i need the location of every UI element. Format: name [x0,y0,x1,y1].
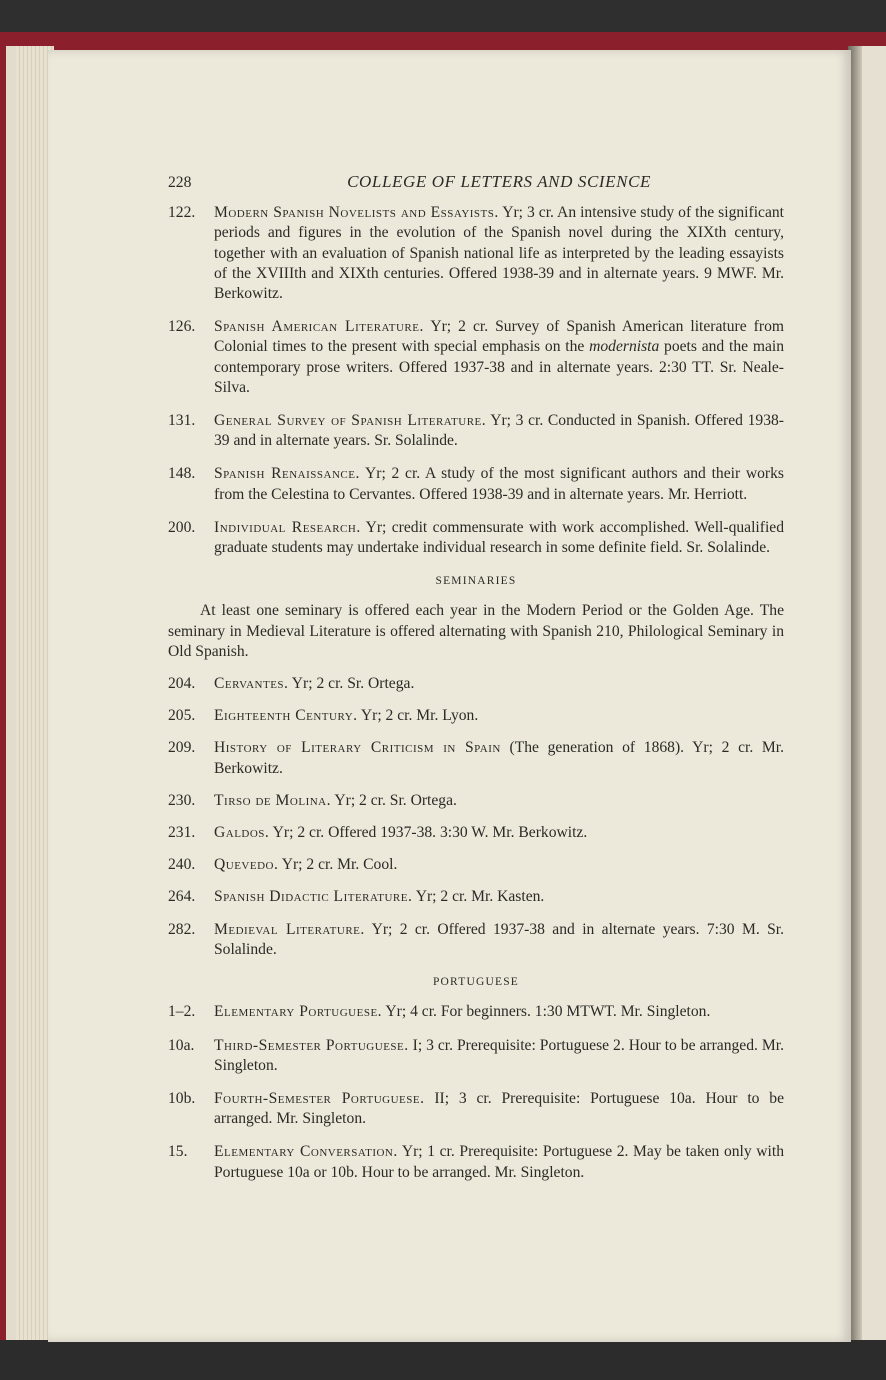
course-body [214,1036,784,1076]
course-number: 230. [168,791,196,809]
course-body [214,317,784,398]
course-title: Spanish American Literature. [214,318,424,336]
course-description: Yr; 3 cr. Conducted in Spanish. Offered 1938-39 and in alternate years. Sr. Solalinde. [214,412,784,450]
course-description: Yr; 1 cr. Prerequisite: Portuguese 2. May be taken only with Portuguese 10a or 10b. Hour to be arranged. Mr. Singleton. [214,1143,785,1181]
course-body [214,1002,784,1022]
course-body [214,464,784,504]
course-description: Yr; 2 cr. Survey of Spanish American literature from Colonial times to the present with special emphasis on the [214,318,784,356]
course-title: Galdos. [214,824,270,842]
course-body [214,1089,784,1129]
course-description: Yr; 3 cr. An intensive study of the significant periods and figures in the evolution of the Spanish novel during the XIXth century, together with an evaluation of Spanish national life as interpreted by the leading essayists of the XVIIIth and XIXth centuries. Offered 1938-39 and in alternate years. 9 MWF. Mr. Berkowitz. [214,204,785,303]
course-description: Yr; 2 cr. Mr. Cool. [281,856,398,874]
course-number: 240. [168,856,196,874]
course-number: 200. [168,518,196,536]
course-description: Yr; 2 cr. Offered 1937-38 and in alternate years. 7:30 M. Sr. Solalinde. [214,920,785,958]
course-description-cont: poets and the main contemporary prose writers. Offered 1937-38 and in alternate years. 2:30 TT. Sr. Neale-Silva. [214,338,784,396]
course-description: I; 3 cr. Prerequisite: Portuguese 2. Hour to be arranged. Mr. Singleton. [214,1036,784,1074]
course-body [214,411,784,451]
course-number: 148. [168,465,196,483]
course-description: II; 3 cr. Prerequisite: Portuguese 10a. Hour to be arranged. Mr. Singleton. [214,1089,784,1128]
scan-background-bottom [0,1340,886,1380]
course-number: 131. [168,412,196,430]
course-title: General Survey of Spanish Literature. [214,412,487,430]
course-body [214,706,784,726]
course-entry [168,738,784,778]
course-title: History of Literary Criticism in Spain [214,739,501,757]
page-header [168,172,784,193]
course-entry [168,1036,784,1076]
course-number: 231. [168,824,196,842]
course-title: Cervantes. [214,675,289,693]
course-title: Elementary Conversation. [214,1143,398,1161]
course-body [214,855,784,875]
scan-background-top [0,0,886,32]
page-number: 228 [168,174,192,191]
course-entry [168,855,784,875]
page-text [168,172,784,1196]
course-title: Spanish Didactic Literature. [214,888,413,906]
course-description: Yr; 2 cr. Mr. Kasten. [415,888,545,906]
course-title: Fourth-Semester Portuguese. [214,1089,425,1107]
seminaries-intro: At least one seminary is offered each year in the Modern Period or the Golden Age. The seminary in Medieval Literature is offered alternating with Spanish 210, Philological Seminary in Old Spanish. [168,602,784,660]
course-entry [168,823,784,843]
course-title: Medieval Literature. [214,920,365,938]
course-entry [168,791,784,811]
course-entry [168,464,784,504]
course-entry [168,1089,784,1129]
course-body [214,920,784,960]
running-head: COLLEGE OF LETTERS AND SCIENCE [347,172,651,191]
course-description: Yr; 2 cr. Offered 1937-38. 3:30 W. Mr. Berkowitz. [272,824,588,842]
course-body [214,791,784,811]
course-number: 122. [168,204,196,222]
course-entry [168,317,784,398]
course-entry [168,674,784,694]
course-number: 126. [168,318,196,336]
course-entry [168,706,784,726]
course-number: 282. [168,920,196,938]
section-heading-seminaries: SEMINARIES [435,575,517,588]
course-description: Yr; 2 cr. Mr. Lyon. [360,707,479,725]
course-title: Elementary Portuguese. [214,1003,383,1021]
course-body [214,823,784,843]
course-entry [168,920,784,960]
course-entry [168,203,784,304]
course-number: 205. [168,707,196,725]
course-entry [168,518,784,558]
course-number: 10b. [168,1089,196,1107]
section-heading-portuguese: PORTUGUESE [432,976,520,989]
course-body [214,518,784,558]
course-title: Individual Research. [214,518,361,536]
course-number: 15. [168,1143,188,1161]
course-description: Yr; 2 cr. Sr. Ortega. [334,791,457,809]
course-title: Spanish Renaissance. [214,465,360,483]
course-entry [168,1142,784,1182]
course-body [214,1142,784,1182]
course-title: Modern Spanish Novelists and Essayists. [214,204,499,222]
course-number: 264. [168,888,196,906]
course-entry [168,411,784,451]
course-number: 10a. [168,1036,195,1054]
course-description: Yr; credit commensurate with work accomplished. Well-qualified graduate students may undertake individual research in some definite field. Sr. Solalinde. [214,518,784,557]
course-description: (The generation of 1868). Yr; 2 cr. Mr. Berkowitz. [214,739,785,777]
course-description: Yr; 4 cr. For beginners. 1:30 MTWT. Mr. Singleton. [385,1003,711,1021]
course-entry [168,887,784,907]
course-number: 204. [168,675,196,693]
course-title: Quevedo. [214,856,279,874]
page-stack-right [848,46,886,1351]
course-description: Yr; 2 cr. Sr. Ortega. [291,675,415,693]
course-body [214,203,784,304]
course-number: 1–2. [168,1003,196,1021]
course-body [214,674,784,694]
page-stack-left [0,46,52,1346]
course-body [214,887,784,907]
course-entry [168,1002,784,1022]
course-title: Tirso de Molina. [214,791,332,809]
course-description: Yr; 2 cr. A study of the most significant authors and their works from the Celestina to Cervantes. Offered 1938-39 and in alternate years. Mr. Herriott. [214,465,784,503]
course-title: Third-Semester Portuguese. [214,1036,409,1054]
course-number: 209. [168,739,196,757]
course-description-italic: modernista [589,338,660,356]
course-body [214,738,784,778]
course-title: Eighteenth Century. [214,707,358,725]
